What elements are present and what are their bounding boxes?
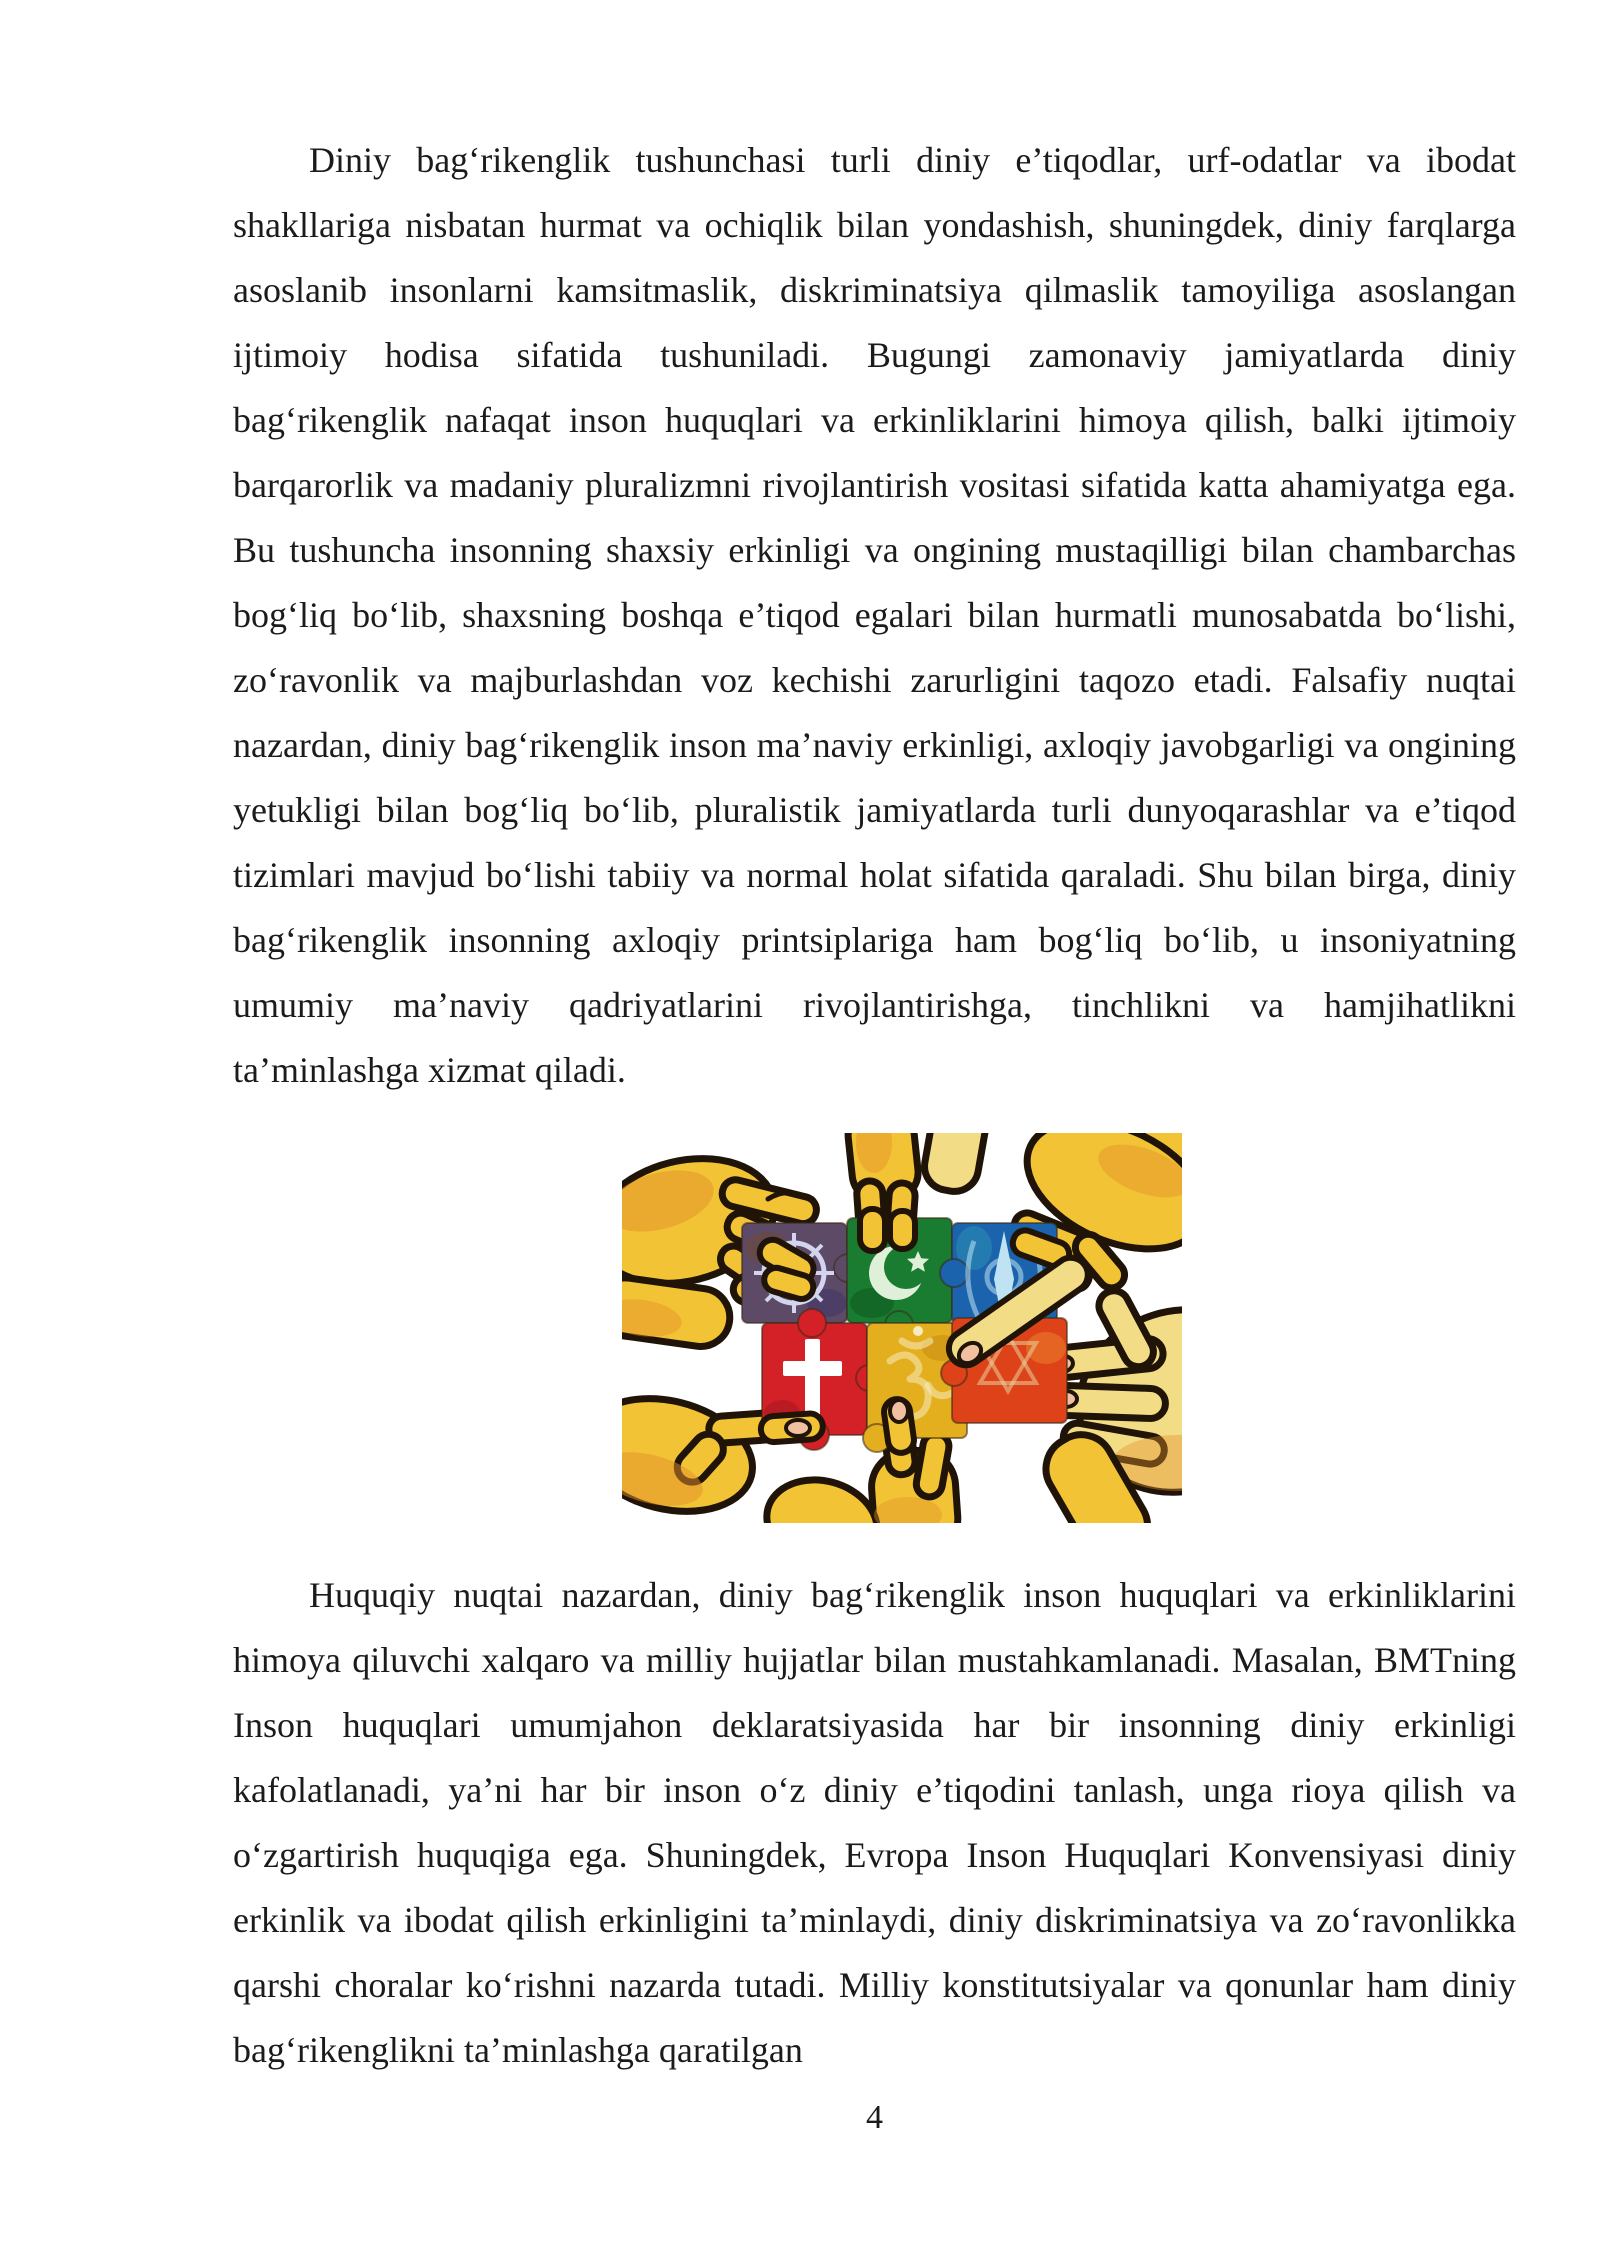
paragraph-religious-tolerance-concept: Diniy bag‘rikenglik tushunchasi turli diniy e’tiqodlar, urf-odatlar va ibodat shakllariga nisbatan hurmat va ochiqlik bilan yondashish, shuningdek, diniy farqlarga asoslanib insonlarni kamsitmaslik, diskriminatsiya qilmaslik tamoyiliga asoslangan ijtimoiy hodisa sifatida tushuniladi. Bugungi zamonaviy jamiyatlarda diniy bag‘rikenglik nafaqat inson huquqlari va erkinliklarini himoya qilish, balki ijtimoiy barqarorlik va madaniy pluralizmni rivojlantirish vositasi sifatida katta ahamiyatga ega. Bu tushuncha insonning shaxsiy erkinligi va ongining mustaqilligi bilan chambarchas bog‘liq bo‘lib, shaxsning boshqa e’tiqod egalari bilan hurmatli munosabatda bo‘lishi, zo‘ravonlik va majburlashdan voz kechishi zarurligini taqozo etadi. Falsafiy nuqtai nazardan, diniy bag‘rikenglik inson ma’naviy erkinligi, axloqiy javobgarligi va ongining yetukligi bilan bog‘liq bo‘lib, pluralistik jamiyatlarda turli dunyoqarashlar va e’tiqod tizimlari mavjud bo‘lishi tabiiy va normal holat sifatida qaraladi. Shu bilan birga, diniy bag‘rikenglik insonning axloqiy printsiplariga ham bog‘liq bo‘lib, u insoniyatning umumiy ma’naviy qadriyatlarini rivojlantirishga, tinchlikni va hamjihatlikni ta’minlashga xizmat qiladi.	[233, 140, 1516, 1090]
interfaith-puzzle-svg	[622, 1133, 1182, 1523]
hand-top-arm-icon	[921, 1133, 989, 1195]
text-column	[233, 128, 1516, 2150]
paragraph-legal-perspective: Huquqiy nuqtai nazardan, diniy bag‘rikenglik inson huquqlari va erkinliklarini himoya qiluvchi xalqaro va milliy hujjatlar bilan mustahkamlanadi. Masalan, BMTning Inson huquqlari umumjahon deklaratsiyasida har bir insonning diniy erkinligi kafolatlanadi, ya’ni har bir inson o‘z diniy e’tiqodini tanlash, unga rioya qilish va o‘zgartirish huquqiga ega. Shuningdek, Evropa Inson Huquqlari Konvensiyasi diniy erkinlik va ibodat qilish erkinligini ta’minlaydi, diniy diskriminatsiya va zo‘ravonlikka qarshi choralar ko‘rishni nazarda tutadi. Milliy konstitutsiyalar va qonunlar ham diniy bag‘rikenglikni ta’minlashga qaratilgan	[233, 1575, 1516, 2070]
hand-left-arm-icon	[622, 1274, 734, 1350]
page-number: 4	[866, 2099, 883, 2136]
interfaith-puzzle-illustration	[622, 1133, 1182, 1523]
